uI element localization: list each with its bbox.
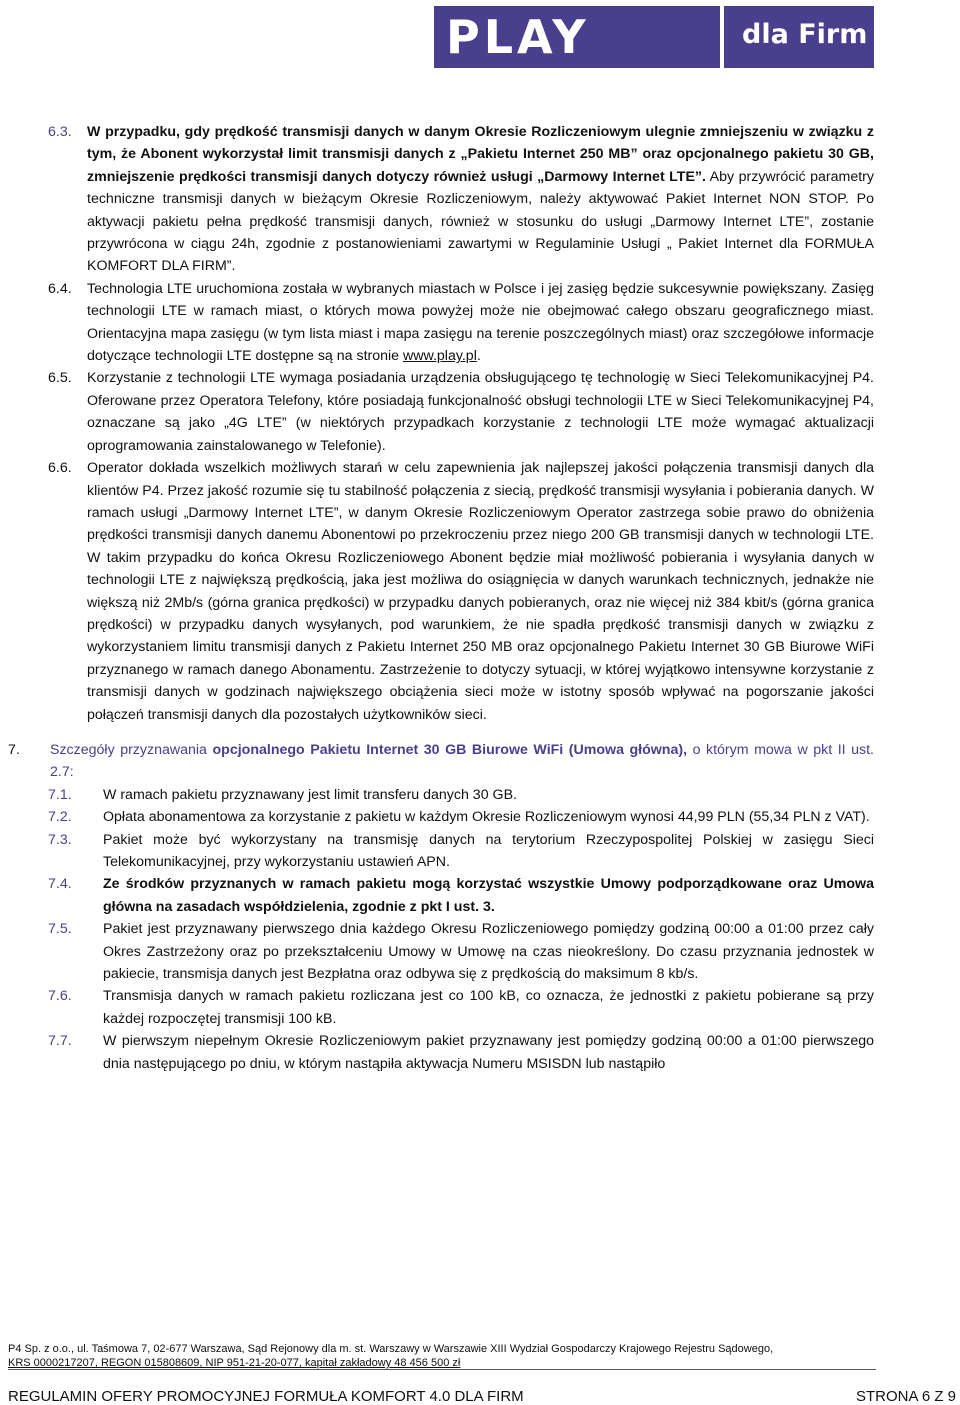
section-7-3 xyxy=(0,829,960,874)
section-6-4 xyxy=(0,278,960,368)
section-number: 7.2. xyxy=(48,809,72,826)
section-number: 6.4. xyxy=(48,280,72,297)
play-logo-block xyxy=(434,6,720,68)
play-website-link[interactable]: www.play.pl xyxy=(403,348,477,365)
footer-divider xyxy=(8,1369,876,1370)
footer-company-info: P4 Sp. z o.o., ul. Taśmowa 7, 02-677 Warszawa, Sąd Rejonowy dla m. st. Warszawy w Warszawie XIII Wydział Gospodarczy Krajowego Rejestru Sądowego, xyxy=(8,1343,774,1355)
section-number: 7.4. xyxy=(48,876,72,893)
section-number: 6.6. xyxy=(48,460,72,477)
section-number: 6.3. xyxy=(48,124,72,140)
section-text-bold: W przypadku, gdy prędkość transmisji danych w danym Okresie Rozliczeniowym ulegnie zmniejszeniu w związku z tym, że Abonent wykorzystał limit transmisji danych z „Pakietu Internet 250 MB” oraz opcjonalnego pakietu 30 GB, zmniejszenie prędkości transmisji danych dotyczy również usługi „Darmowy Internet LTE”. xyxy=(87,124,874,185)
section-text: Pakiet może być wykorzystany na transmisję danych na terytorium Rzeczypospolitej Polskiej w zasięgu Sieci Telekomunikacyjnej, przy wykorzystaniu ustawień APN. xyxy=(103,831,874,870)
section-number: 7. xyxy=(8,741,20,758)
document-title: REGULAMIN OFERY PROMOCYJNEJ FORMUŁA KOMFORT 4.0 DLA FIRM xyxy=(8,1388,524,1405)
section-number: 7.1. xyxy=(48,786,72,803)
section-number: 6.5. xyxy=(48,370,72,387)
play-logo-text: PLAY xyxy=(446,10,590,64)
section-number: 7.5. xyxy=(48,921,72,938)
section-text: Pakiet jest przyznawany pierwszego dnia każdego Okresu Rozliczeniowego pomiędzy godziną 00:00 a 01:00 przez cały Okres Zastrzeżony oraz po przekształceniu Umowy w Umowę na czas nieokreślony. Do czasu przyznania jednostek w pakiecie, transmisja danych jest Bezpłatna oraz odbywa się z prędkością do maksimum 8 kb/s. xyxy=(103,921,874,983)
section-text: Transmisja danych w ramach pakietu rozliczana jest co 100 kB, co oznacza, że jednostki z pakietu pobierane są przy każdej rozpoczętej transmisji 100 kB. xyxy=(103,988,874,1027)
company-footer xyxy=(8,1342,878,1370)
section-text: Szczegóły przyznawania xyxy=(50,741,213,758)
section-7-heading xyxy=(0,739,960,784)
section-text-bold: opcjonalnego Pakietu Internet 30 GB Biurowe WiFi (Umowa główna), xyxy=(212,741,688,758)
section-text: Aby przywrócić parametry techniczne transmisji danych w bieżącym Okresie Rozliczeniowym, należy aktywować Pakiet Internet NON STOP. Po aktywacji pakietu pełna prędkość transmisji danych, również w stosunku do usługi „Darmowy Internet LTE”, zostanie przywrócona w ciągu 24h, zgodnie z postanowieniami zawartymi w Regulaminie Usługi „ Pakiet Internet dla FORMUŁA KOMFORT DLA FIRM”. xyxy=(87,168,874,275)
section-6-5 xyxy=(0,367,960,457)
page-number: STRONA 6 Z 9 xyxy=(855,1388,956,1405)
section-6-3 xyxy=(0,121,960,278)
section-text: W ramach pakietu przyznawany jest limit transferu danych 30 GB. xyxy=(103,786,517,803)
section-text-end: . xyxy=(476,348,481,365)
section-number: 7.3. xyxy=(48,831,72,848)
section-text: Korzystanie z technologii LTE wymaga posiadania urządzenia obsługującego tę technologię w Sieci Telekomunikacyjnej P4. Oferowane przez Operatora Telefony, które posiadają funkcjonalność obsługi technologii LTE w Sieci Telekomunikacyjnej P4, oznaczane są jako „4G LTE” (w niektórych przypadkach korzystanie z technologii LTE może wymagać aktualizacji oprogramowania zainstalowanego w Telefonie). xyxy=(87,370,874,454)
footer-registration-info: KRS 0000217207, REGON 015808609, NIP 951-21-20-077, kapitał zakładowy 48 456 500 zł xyxy=(8,1357,461,1369)
section-text: Operator dokłada wszelkich możliwych starań w celu zapewnienia jak najlepszej jakości połączenia transmisji danych dla klientów P4. Przez jakość rozumie się tu stabilność połączenia z siecią, prędkość transmisji wysyłania i pobierania danych. W ramach usługi „Darmowy Internet LTE”, w danym Okresie Rozliczeniowym Operator zastrzega sobie prawo do obniżenia prędkości transmisji danych danemu Abonentowi po przekroczeniu przez niego 200 GB transmisji danych w technologii LTE. W takim przypadku do końca Okresu Rozliczeniowego Abonent będzie miał możliwość pobierania i wysyłania danych w technologii LTE z największą prędkością, jaka jest możliwa do osiągnięcia w danych warunkach technicznych, jednakże nie większą niż 2Mb/s (górna granica prędkości) w przypadku danych pobieranych, oraz nie więcej niż 384 kbit/s (górna granica prędkości) w przypadku danych wysyłanych, pod warunkiem, że nie spadła prędkość transmisji danych w związku z wykorzystaniem limitu transmisji danych z Pakietu Internet 250 MB oraz opcjonalnego Pakietu Internet 30 GB Biurowe WiFi przyznanego w ramach danego Abonamentu. Zastrzeżenie to dotyczy sytuacji, w której wyjątkowo intensywne korzystanie z transmisji danych w godzinach największego obciążenia sieci może w istotny sposób wpływać na pogorszanie jakości połączeń transmisji danych dla pozostałych użytkowników sieci. xyxy=(87,460,874,723)
section-number: 7.6. xyxy=(48,988,72,1005)
document-body xyxy=(0,121,960,1075)
section-7-6 xyxy=(0,985,960,1030)
dla-firm-logo-block xyxy=(724,6,874,68)
section-6-6 xyxy=(0,457,960,726)
section-7-1 xyxy=(0,784,960,806)
section-7-2 xyxy=(0,806,960,828)
dla-firm-logo-text: dla Firm xyxy=(742,19,868,50)
section-text-bold: Ze środków przyznanych w ramach pakietu mogą korzystać wszystkie Umowy podporządkowane oraz Umowa główna na zasadach współdzielenia, zgodnie z pkt I ust. 3. xyxy=(103,876,874,915)
section-text-end: o którym mowa w pkt II ust. 2.7: xyxy=(50,741,874,781)
section-7-7 xyxy=(0,1030,960,1075)
section-7-5 xyxy=(0,918,960,985)
play-dla-firm-logo xyxy=(434,6,874,68)
section-number: 7.7. xyxy=(48,1033,72,1050)
section-text: Opłata abonamentowa za korzystanie z pakietu w każdym Okresie Rozliczeniowym wynosi 44,99 PLN (55,34 PLN z VAT). xyxy=(103,809,870,826)
section-7-4 xyxy=(0,873,960,918)
section-text: W pierwszym niepełnym Okresie Rozliczeniowym pakiet przyznawany jest pomiędzy godziną 00:00 a 01:00 pierwszego dnia następującego po dniu, w którym nastąpiła aktywacja Numeru MSISDN lub nastąpiło xyxy=(103,1033,874,1072)
section-text: Technologia LTE uruchomiona została w wybranych miastach w Polsce i jej zasięg będzie sukcesywnie powiększany. Zasięg technologii LTE w ramach miast, o których mowa powyżej może nie obejmować całego obszaru geograficznego miast. Orientacyjna mapa zasięgu (w tym lista miast i mapa zasięgu na terenie poszczególnych miast) oraz szczegółowe informacje dotyczące technologii LTE dostępne są na stronie xyxy=(87,280,874,365)
